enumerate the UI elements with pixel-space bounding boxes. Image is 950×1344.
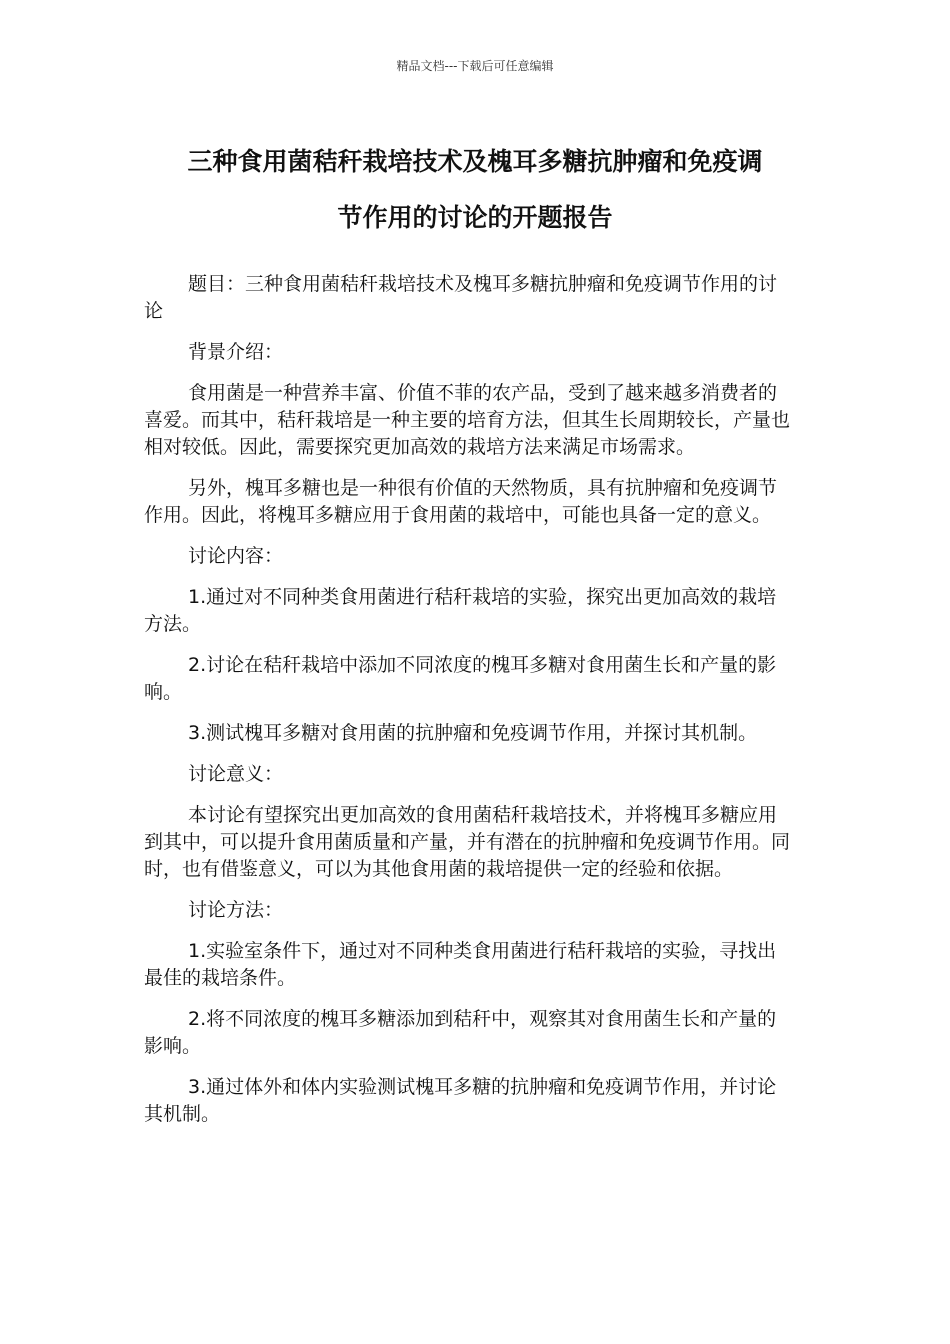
- heading-background: 背景介绍：: [188, 341, 284, 363]
- paragraph-significance: 本讨论有望探究出更加高效的食用菌秸秆栽培技术，并将槐耳多糖应用到其中，可以提升食用菌质量和产量，并有潜在的抗肿瘤和免疫调节作用。同时，也有借鉴意义，可以为其他食用菌的栽培提供一定的经验和依据。: [144, 804, 791, 880]
- method-item-1: 1.实验室条件下，通过对不同种类食用菌进行秸秆栽培的实验，寻找出最佳的栽培条件。: [144, 940, 777, 989]
- method-item-3: 3.通过体外和体内实验测试槐耳多糖的抗肿瘤和免疫调节作用，并讨论其机制。: [144, 1076, 777, 1125]
- content-item-2: 2.讨论在秸秆栽培中添加不同浓度的槐耳多糖对食用菌生长和产量的影响。: [144, 654, 777, 703]
- document-body: [144, 271, 794, 1142]
- title-line-2: 节作用的讨论的开题报告: [337, 203, 613, 232]
- heading-methods: 讨论方法：: [188, 899, 284, 921]
- header-note: 精品文档---下载后可任意编辑: [396, 59, 554, 73]
- paragraph-background-2: 另外，槐耳多糖也是一种很有价值的天然物质，具有抗肿瘤和免疫调节作用。因此，将槐耳多糖应用于食用菌的栽培中，可能也具备一定的意义。: [144, 477, 778, 526]
- content-item-3: 3.测试槐耳多糖对食用菌的抗肿瘤和免疫调节作用，并探讨其机制。: [188, 722, 758, 744]
- paragraph-background-1: 食用菌是一种营养丰富、价值不菲的农产品，受到了越来越多消费者的喜爱。而其中，秸秆栽培是一种主要的培育方法，但其生长周期较长，产量也相对较低。因此，需要探究更加高效的栽培方法来满足市场需求。: [144, 382, 791, 458]
- method-item-2: 2.将不同浓度的槐耳多糖添加到秸秆中，观察其对食用菌生长和产量的影响。: [144, 1008, 777, 1057]
- document-title: [120, 134, 830, 246]
- heading-significance: 讨论意义：: [188, 763, 284, 785]
- content-item-1: 1.通过对不同种类食用菌进行秸秆栽培的实验，探究出更加高效的栽培方法。: [144, 586, 777, 635]
- title-line-1: 三种食用菌秸秆栽培技术及槐耳多糖抗肿瘤和免疫调: [187, 147, 763, 176]
- heading-content: 讨论内容：: [188, 545, 284, 567]
- paragraph-topic: 题目：三种食用菌秸秆栽培技术及槐耳多糖抗肿瘤和免疫调节作用的讨论: [144, 273, 778, 322]
